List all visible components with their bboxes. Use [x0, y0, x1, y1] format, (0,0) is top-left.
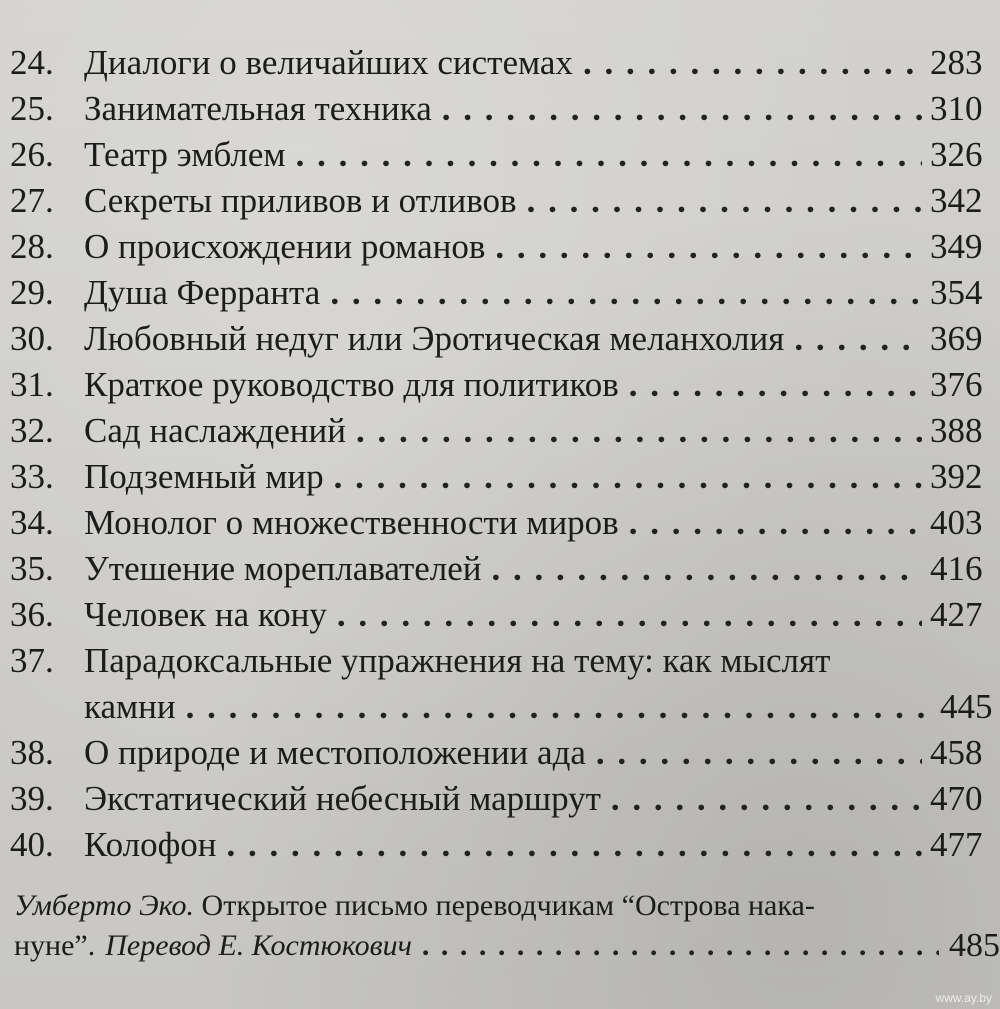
entry-number: 34.: [10, 503, 54, 542]
toc-entry-33: [10, 454, 1000, 500]
dot-leader: [334, 454, 922, 500]
entry-title: Любовный недуг или Эротическая меланхолия: [84, 319, 785, 358]
dot-leader: [227, 822, 922, 868]
entry-number: 33.: [10, 457, 54, 496]
dot-leader: [583, 40, 922, 86]
toc-entry-37-continued: [84, 684, 1000, 730]
toc-entry-31: [10, 362, 1000, 408]
entry-page: 326: [930, 135, 983, 174]
entry-page: 427: [930, 595, 983, 634]
entry-title: О происхождении романов: [84, 227, 486, 266]
dot-leader: [337, 592, 922, 638]
toc-entry-34: [10, 500, 1000, 546]
entry-number: 36.: [10, 595, 54, 634]
entry-number: 35.: [10, 549, 54, 588]
entry-number: 31.: [10, 365, 54, 404]
toc-entry-37: [10, 638, 1000, 684]
toc-entry-36: [10, 592, 1000, 638]
entry-number: 37.: [10, 641, 54, 680]
dot-leader: [527, 178, 922, 224]
entry-title: Секреты приливов и отливов: [84, 181, 517, 220]
afterword-line-1: [14, 886, 1000, 926]
dot-leader: [356, 408, 922, 454]
entry-number: 26.: [10, 135, 54, 174]
entry-page: 445: [940, 687, 993, 726]
entry-title: Утешение мореплавателей: [84, 549, 482, 588]
entry-number: 27.: [10, 181, 54, 220]
toc-entry-35: [10, 546, 1000, 592]
dot-leader: [629, 362, 922, 408]
entry-number: 39.: [10, 779, 54, 818]
entry-title: Парадоксальные упражнения на тему: как мыслят: [84, 641, 831, 680]
entry-number: 29.: [10, 273, 54, 312]
toc-entry-27: [10, 178, 1000, 224]
dot-leader: [495, 224, 922, 270]
entry-page: 403: [930, 503, 983, 542]
toc-entry-28: [10, 224, 1000, 270]
dot-leader: [330, 270, 922, 316]
dot-leader: [611, 776, 922, 822]
entry-page: 349: [930, 227, 983, 266]
dot-leader: [186, 684, 932, 730]
entry-title: О природе и местоположении ада: [84, 733, 586, 772]
toc-entry-24: [10, 40, 1000, 86]
entry-title: Диалоги о величайших системах: [84, 43, 573, 82]
entry-page: 342: [930, 181, 983, 220]
entry-page: 376: [930, 365, 983, 404]
entry-page: 477: [930, 825, 983, 864]
dot-leader: [442, 86, 922, 132]
entry-number: 40.: [10, 825, 54, 864]
entry-title: Подземный мир: [84, 457, 324, 496]
entry-number: 32.: [10, 411, 54, 450]
entry-title: Театр эмблем: [84, 135, 286, 174]
entry-page: 310: [930, 89, 983, 128]
dot-leader: [296, 132, 922, 178]
entry-title: Краткое руководство для политиков: [84, 365, 619, 404]
entry-number: 30.: [10, 319, 54, 358]
dot-leader: [794, 316, 922, 362]
toc-entry-39: [10, 776, 1000, 822]
entry-title: Сад наслаждений: [84, 411, 346, 450]
entry-number: 25.: [10, 89, 54, 128]
entry-title: Человек на кону: [84, 595, 327, 634]
entry-page: 369: [930, 319, 983, 358]
afterword-line-2: [14, 926, 1000, 966]
dot-leader: [629, 500, 922, 546]
afterword-author: Умберто Эко.: [14, 889, 195, 922]
toc-entry-26: [10, 132, 1000, 178]
entry-title-continued: камни: [84, 687, 176, 726]
dot-leader: [492, 546, 922, 592]
toc-entry-29: [10, 270, 1000, 316]
afterword-title-end: нуне”.: [14, 929, 96, 962]
afterword-page: 485: [949, 927, 1000, 964]
afterword-entry: [14, 886, 1000, 966]
entry-number: 38.: [10, 733, 54, 772]
toc-entry-30: [10, 316, 1000, 362]
entry-page: 354: [930, 273, 983, 312]
entry-page: 458: [930, 733, 983, 772]
entry-title: Монолог о множественности миров: [84, 503, 619, 542]
toc-entry-38: [10, 730, 1000, 776]
entry-number: 28.: [10, 227, 54, 266]
entry-title: Колофон: [84, 825, 217, 864]
entry-title: Экстатический небесный маршрут: [84, 779, 601, 818]
dot-leader: [596, 730, 922, 776]
entry-title: Занимательная техника: [84, 89, 432, 128]
afterword-translator: Перевод Е. Костюкович: [105, 929, 412, 962]
toc-entry-40: [10, 822, 1000, 868]
entry-page: 470: [930, 779, 983, 818]
entry-page: 388: [930, 411, 983, 450]
entry-page: 416: [930, 549, 983, 588]
toc-entry-32: [10, 408, 1000, 454]
entry-title: Душа Ферранта: [84, 273, 321, 312]
entry-page: 283: [930, 43, 983, 82]
dot-leader: [422, 926, 939, 966]
toc-entry-25: [10, 86, 1000, 132]
site-watermark: www.ay.by: [935, 991, 992, 1005]
entry-number: 24.: [10, 43, 54, 82]
entry-page: 392: [930, 457, 983, 496]
afterword-title-start: Открытое письмо переводчикам “Острова нака-: [201, 889, 815, 922]
